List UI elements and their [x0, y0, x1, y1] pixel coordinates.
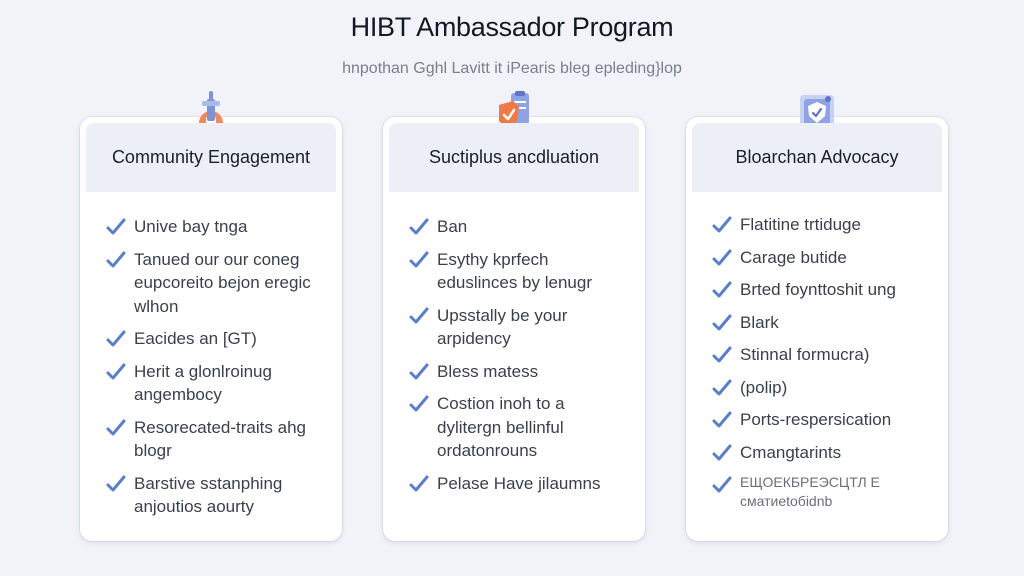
- list-item: Cmangtarints: [712, 441, 936, 465]
- check-icon: [409, 251, 429, 269]
- check-icon: [712, 314, 732, 332]
- list-item: Brted foynttoshit ung: [712, 278, 936, 302]
- list-item: Bless matess: [409, 360, 633, 384]
- card-title: Suctiplus ancdluation: [389, 123, 639, 192]
- check-icon: [712, 216, 732, 234]
- list-item: Costion inoh to a dylitergn bellinful ordatonrouns: [409, 392, 633, 463]
- list-item: Flatitine trtiduge: [712, 213, 936, 237]
- check-icon: [106, 330, 126, 348]
- check-icon: [409, 475, 429, 493]
- check-icon: [106, 218, 126, 236]
- list-item: Barstive sstanphing anjoutios aourty: [106, 472, 330, 519]
- check-icon: [712, 476, 732, 494]
- list-item: Pelase Have jilaumns: [409, 472, 633, 496]
- check-icon: [712, 281, 732, 299]
- feature-list: [409, 215, 633, 504]
- page-subtitle: hnpothan Gghl Lavitt it iPearis bleg epleding}lop: [342, 60, 682, 77]
- check-icon: [409, 307, 429, 325]
- check-icon: [712, 444, 732, 462]
- card-bloarchan-advocacy: [686, 117, 948, 541]
- check-icon: [106, 363, 126, 381]
- feature-list: [712, 213, 936, 511]
- check-icon: [712, 411, 732, 429]
- check-icon: [409, 363, 429, 381]
- list-item: Eacides an [GT): [106, 327, 330, 351]
- card-suctiplus-ancdluation: [383, 117, 645, 541]
- list-item: Resorecated-traits ahg blogr: [106, 416, 330, 463]
- list-item: Unive bay tnga: [106, 215, 330, 239]
- page-title: HIBT Ambassador Program: [350, 12, 674, 42]
- check-icon: [106, 475, 126, 493]
- list-item: Stinnal formucra): [712, 343, 936, 367]
- check-icon: [712, 379, 732, 397]
- list-item: Ports-respersication: [712, 408, 936, 432]
- check-icon: [409, 395, 429, 413]
- list-item: Upsstally be your arpidency: [409, 304, 633, 351]
- check-icon: [106, 251, 126, 269]
- list-item: Esythy kprfech eduslinces by lenugr: [409, 248, 633, 295]
- check-icon: [712, 346, 732, 364]
- list-item: (polip): [712, 376, 936, 400]
- list-item: ЕЩОЕКБРЕЭСЦТЛ Е сматиеtобіdnb: [712, 473, 936, 511]
- list-item: Blark: [712, 311, 936, 335]
- list-item: Ban: [409, 215, 633, 239]
- card-community-engagement: [80, 117, 342, 541]
- list-item: Herit a glonlroinug angembocy: [106, 360, 330, 407]
- list-item: Tanued our our coneg eupcoreito bejon eregic wlhon: [106, 248, 330, 319]
- check-icon: [106, 419, 126, 437]
- list-item: Carage butide: [712, 246, 936, 270]
- card-title: Bloarchan Advocacy: [692, 123, 942, 192]
- feature-list: [106, 215, 330, 528]
- card-title: Community Engagement: [86, 123, 336, 192]
- check-icon: [712, 249, 732, 267]
- check-icon: [409, 218, 429, 236]
